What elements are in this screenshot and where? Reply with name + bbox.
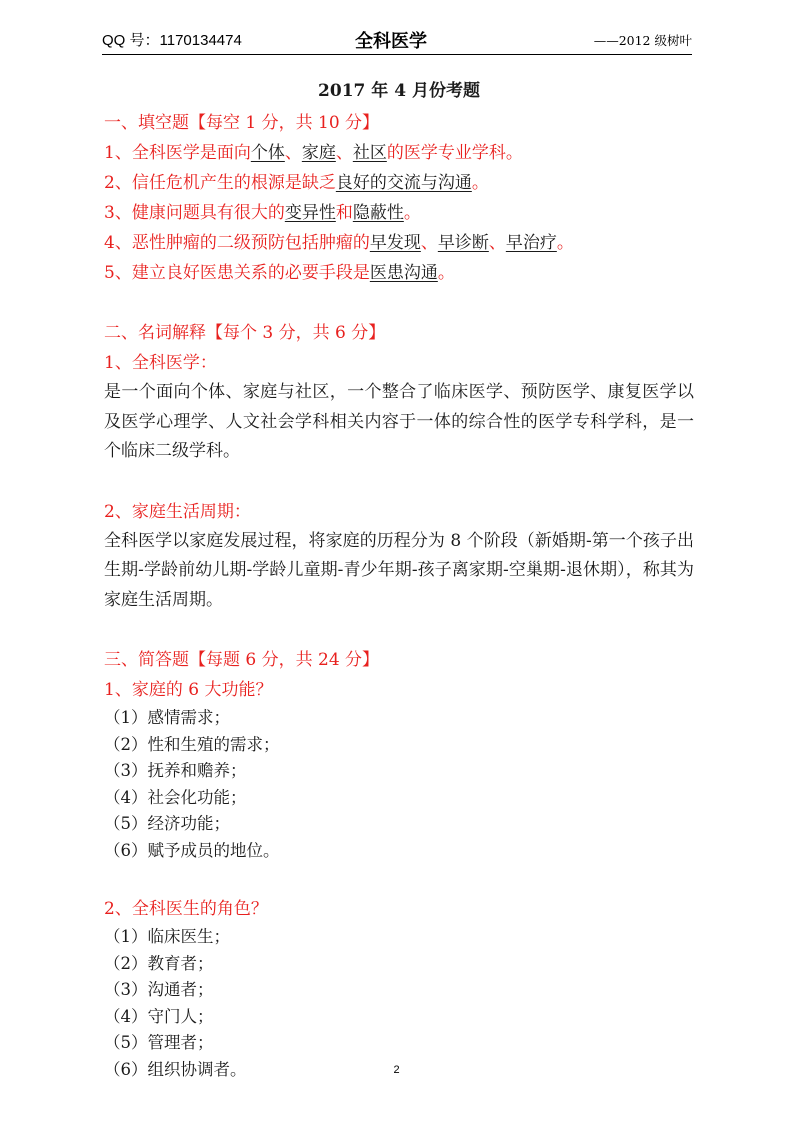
q3-text-end: 。 [403, 203, 421, 223]
section1-heading: 一、填空题【每空 1 分，共 10 分】 [104, 113, 380, 133]
q4-answer-2: 早诊断 [437, 233, 489, 253]
q4-sep-1: 、 [420, 233, 438, 253]
header-title: 全科医学 [355, 31, 427, 51]
list-item: （1）临床医生； [104, 927, 230, 946]
section3-heading: 三、简答题【每题 6 分，共 24 分】 [104, 650, 380, 670]
list-item: （3）沟通者； [104, 980, 214, 999]
section2-heading: 二、名词解释【每个 3 分，共 6 分】 [104, 323, 386, 343]
list-item: （5）经济功能； [104, 814, 230, 833]
q2-answer-1: 良好的交流与沟通 [335, 173, 472, 193]
list-item: （4）社会化功能； [104, 787, 247, 807]
q4-text-end: 。 [556, 233, 574, 253]
header-qq: QQ 号：1170134474 [102, 32, 242, 49]
fill-question-3 [104, 198, 694, 228]
q2-text-end: 。 [471, 173, 489, 193]
list-item: （2）性和生殖的需求； [104, 734, 280, 754]
fill-question-5 [104, 258, 694, 288]
spacer [104, 288, 694, 318]
term1-title: 1、全科医学： [104, 353, 217, 373]
list-item: （1）感情需求； [104, 708, 230, 727]
page-number: 2 [393, 1064, 400, 1076]
q3-text: 3、健康问题具有很大的 [104, 203, 285, 223]
fill-question-4 [104, 228, 694, 258]
term1-definition: 是一个面向个体、家庭与社区，一个整合了临床医学、预防医学、康复医学以及医学心理学、人文社会学科相关内容于一体的综合性的医学专科学科，是一个临床二级学科。 [104, 382, 694, 461]
page-header [102, 26, 692, 55]
q4-answer-3: 早治疗 [505, 233, 557, 253]
q5-text: 5、建立良好医患关系的必要手段是 [104, 263, 370, 283]
term2-title: 2、家庭生活周期： [104, 501, 251, 522]
document-title: 2017 年 4 月份考题 [318, 81, 480, 101]
term2-definition: 全科医学以家庭发展过程，将家庭的历程分为 8 个阶段（新婚期-第一个孩子出生期-学龄前幼儿期-学龄儿童期-青少年期-孩子离家期-空巢期-退休期），称其为家庭生活周期。 [104, 530, 694, 610]
q5-text-end: 。 [437, 263, 455, 283]
q4-text: 4、恶性肿瘤的二级预防包括肿瘤的 [104, 233, 370, 253]
list-item: （4）守门人； [104, 1006, 214, 1026]
q1-text: 1、全科医学是面向 [104, 143, 251, 163]
q1-answer-1: 个体 [250, 143, 285, 163]
list-item: （6）组织协调者。 [104, 1059, 247, 1079]
list-item: （5）管理者； [104, 1033, 214, 1052]
q3-answer-1: 变异性 [284, 203, 336, 223]
short-question-2-answers [104, 924, 694, 1083]
fill-question-2 [104, 168, 694, 198]
q1-answer-2: 家庭 [301, 143, 336, 163]
q2-text: 2、信任危机产生的根源是缺乏 [104, 173, 336, 193]
list-item: （6）赋予成员的地位。 [104, 840, 280, 860]
q4-sep-2: 、 [488, 233, 506, 253]
q1-text-end: 的医学专业学科。 [386, 143, 523, 163]
fill-question-1 [104, 138, 694, 168]
short-question-1-title: 1、家庭的 6 大功能？ [104, 680, 273, 700]
short-question-1-answers [104, 705, 694, 864]
list-item: （2）教育者； [104, 953, 214, 973]
q1-answer-3: 社区 [352, 143, 387, 163]
q3-answer-2: 隐蔽性 [352, 203, 404, 223]
q1-sep-2: 、 [335, 143, 353, 163]
q3-sep-1: 和 [335, 203, 353, 223]
spacer [104, 864, 694, 894]
q1-sep-1: 、 [284, 143, 302, 163]
short-question-2-title: 2、全科医生的角色？ [104, 899, 268, 919]
header-author: ——2012 级树叶 [593, 33, 692, 48]
spacer [104, 615, 694, 645]
document-body [104, 74, 694, 1083]
q4-answer-1: 早发现 [369, 233, 421, 253]
q5-answer-1: 医患沟通 [369, 263, 438, 283]
list-item: （3）抚养和赡养； [104, 761, 247, 780]
spacer [104, 467, 694, 497]
